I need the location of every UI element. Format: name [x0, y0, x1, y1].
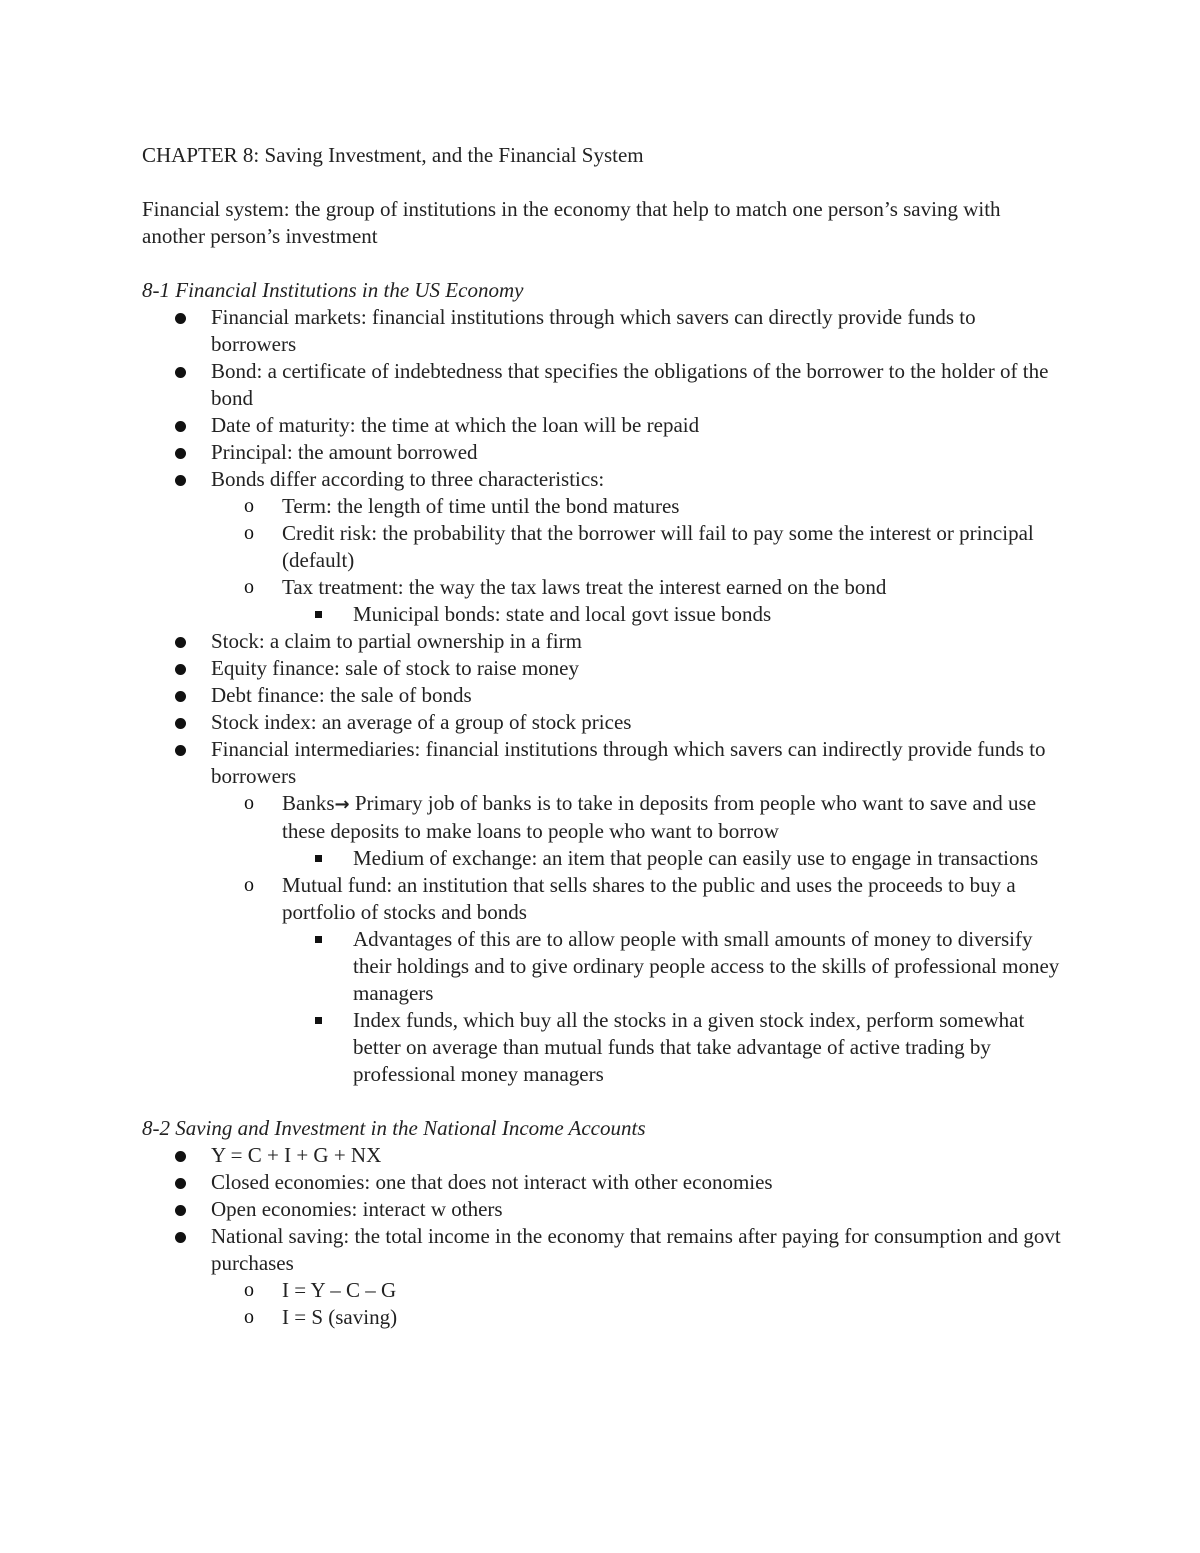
list-item: Y = C + I + G + NX [142, 1142, 1062, 1169]
bullet-icon [175, 1232, 186, 1243]
mutual-fund-sub-list [282, 926, 1062, 1088]
bullet-icon [175, 1205, 186, 1216]
banks-sub-list [282, 845, 1062, 872]
section-8-2-list [142, 1142, 1062, 1331]
document-body [142, 142, 1062, 1331]
list-item: Date of maturity: the time at which the loan will be repaid [142, 412, 1062, 439]
intermediaries-list [211, 790, 1062, 1088]
circle-bullet-icon: o [244, 1279, 254, 1301]
circle-bullet-icon: o [244, 1306, 254, 1328]
list-item: Financial markets: financial institutions through which savers can directly provide funds to borrowers [142, 304, 1062, 358]
bullet-icon [175, 745, 186, 756]
circle-bullet-icon: o [244, 874, 254, 896]
list-item: Index funds, which buy all the stocks in a given stock index, perform somewhat better on average than mutual funds that take advantage of active trading by professional money managers [282, 1007, 1062, 1088]
list-item: National saving: the total income in the economy that remains after paying for consumption and govt purchases o I = Y – C – G o I = S (saving) [142, 1223, 1062, 1331]
list-item: Municipal bonds: state and local govt issue bonds [282, 601, 1062, 628]
list-item: Bond: a certificate of indebtedness that specifies the obligations of the borrower to the holder of the bond [142, 358, 1062, 412]
section-heading-8-2: 8-2 Saving and Investment in the National Income Accounts [142, 1116, 646, 1140]
list-item: Financial intermediaries: financial institutions through which savers can indirectly provide funds to borrowers o Banks→ Primary job of banks is to take in deposits from people who want to save and use these deposits to make loans to people who want to borrow Medium of exchange: an item that people can easily use to engage in transactions o Mutual fund: an institution that sells shares to the public and uses the proceeds to buy a portfolio of stocks and bonds Advantages of this are to allow people with small amounts of money to diversify their holdings and to give ordinary people access to the skills of professional money managers Index funds, which buy all the stocks in a given stock index, perform somewhat better on average than mutual funds that take advantage of active trading by professional money managers [142, 736, 1062, 1088]
list-item: Open economies: interact w others [142, 1196, 1062, 1223]
square-bullet-icon [315, 936, 322, 943]
list-item: Equity finance: sale of stock to raise money [142, 655, 1062, 682]
list-item: Debt finance: the sale of bonds [142, 682, 1062, 709]
square-bullet-icon [315, 611, 322, 618]
section-heading-8-1: 8-1 Financial Institutions in the US Economy [142, 278, 524, 302]
bullet-icon [175, 448, 186, 459]
bullet-icon [175, 1151, 186, 1162]
circle-bullet-icon: o [244, 522, 254, 544]
list-item: o Banks→ Primary job of banks is to take in deposits from people who want to save and use these deposits to make loans to people who want to borrow Medium of exchange: an item that people can easily use to engage in transactions [211, 790, 1062, 872]
list-item: Stock: a claim to partial ownership in a firm [142, 628, 1062, 655]
bullet-icon [175, 475, 186, 486]
bullet-icon [175, 637, 186, 648]
bullet-icon [175, 718, 186, 729]
square-bullet-icon [315, 1017, 322, 1024]
list-item: Medium of exchange: an item that people can easily use to engage in transactions [282, 845, 1062, 872]
chapter-title: CHAPTER 8: Saving Investment, and the Financial System [142, 143, 644, 167]
bullet-icon [175, 313, 186, 324]
bullet-icon [175, 367, 186, 378]
list-item: o Credit risk: the probability that the borrower will fail to pay some the interest or principal (default) [244, 521, 1034, 572]
list-item: o I = S (saving) [244, 1305, 398, 1329]
circle-bullet-icon: o [244, 495, 254, 517]
circle-bullet-icon: o [244, 576, 254, 598]
intro-definition: Financial system: the group of institutions in the economy that help to match one person’s saving with another person’s investment [142, 197, 1001, 248]
list-item: o Mutual fund: an institution that sells shares to the public and uses the proceeds to buy a portfolio of stocks and bonds Advantages of this are to allow people with small amounts of money to diversify their holdings and to give ordinary people access to the skills of professional money managers Index funds, which buy all the stocks in a given stock index, perform somewhat better on average than mutual funds that take advantage of active trading by professional money managers [211, 872, 1062, 1088]
bond-characteristics-list [211, 493, 1062, 628]
list-item: Closed economies: one that does not interact with other economies [142, 1169, 1062, 1196]
list-item: Bonds differ according to three characteristics: o Term: the length of time until the bond matures o Credit risk: the probability that the borrower will fail to pay some the interest or principal (default) o Tax treatment: the way the tax laws treat the interest earned on the bond Municipal bonds: state and local govt issue bonds [142, 466, 1062, 628]
square-bullet-icon [315, 855, 322, 862]
list-item: Principal: the amount borrowed [142, 439, 1062, 466]
list-item: o Term: the length of time until the bond matures [244, 494, 680, 518]
circle-bullet-icon: o [244, 792, 254, 814]
list-item: Advantages of this are to allow people with small amounts of money to diversify their holdings and to give ordinary people access to the skills of professional money managers [282, 926, 1062, 1007]
national-saving-list [211, 1277, 1062, 1331]
bullet-icon [175, 664, 186, 675]
list-item: o I = Y – C – G [244, 1278, 397, 1302]
bullet-icon [175, 421, 186, 432]
bullet-icon [175, 1178, 186, 1189]
list-item: Stock index: an average of a group of stock prices [142, 709, 1062, 736]
tax-treatment-list [282, 601, 1062, 628]
arrow-right-icon: → [334, 794, 350, 815]
list-item: o Tax treatment: the way the tax laws treat the interest earned on the bond Municipal bonds: state and local govt issue bonds [211, 574, 1062, 628]
bullet-icon [175, 691, 186, 702]
section-8-1-list [142, 304, 1062, 1088]
